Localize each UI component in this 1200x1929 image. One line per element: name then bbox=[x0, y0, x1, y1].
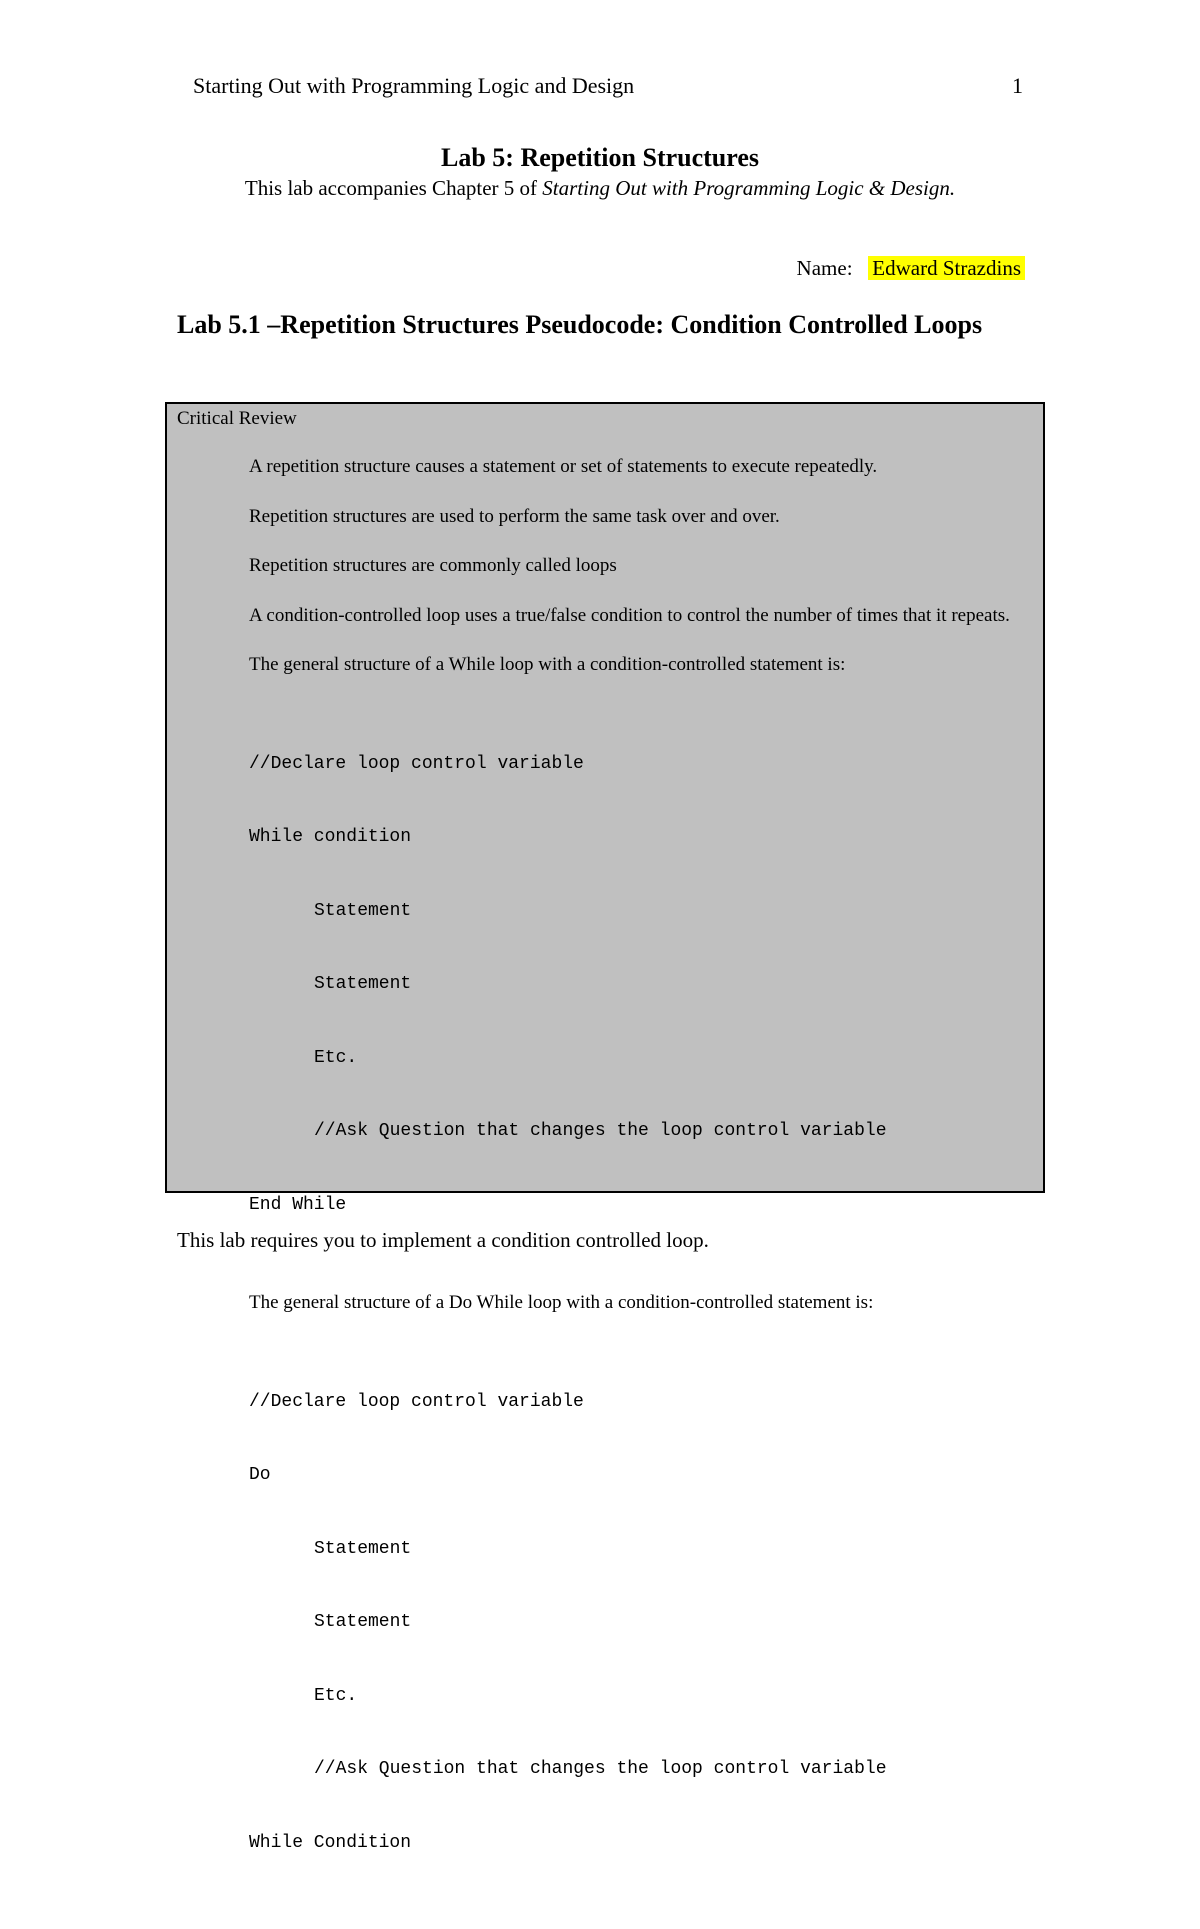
closing-text: This lab requires you to implement a condition controlled loop. bbox=[177, 1228, 709, 1252]
review-paragraph: Repetition structures are used to perform the same task over and over. bbox=[249, 505, 780, 527]
code-line: //Declare loop control variable bbox=[249, 1391, 584, 1412]
review-paragraph: A repetition structure causes a statement or set of statements to execute repeatedly. bbox=[249, 456, 878, 477]
review-paragraph: The general structure of a While loop with a condition-controlled statement is: bbox=[249, 654, 846, 675]
review-paragraph: Repetition structures are commonly called loops bbox=[249, 555, 617, 576]
code-line: //Ask Question that changes the loop control variable bbox=[314, 1121, 887, 1141]
review-paragraph: The general structure of a Do While loop with a condition-controlled statement is: bbox=[249, 1292, 874, 1313]
lab-subtitle bbox=[0, 174, 1200, 202]
do-while-loop-code-block bbox=[249, 1341, 1029, 1905]
code-line: While condition bbox=[249, 827, 412, 847]
code-line: Etc. bbox=[314, 1047, 358, 1068]
page-number: 1 bbox=[1012, 73, 1023, 98]
code-line: Statement bbox=[314, 974, 412, 994]
subtitle-text: This lab accompanies Chapter 5 of bbox=[244, 176, 543, 200]
book-title: Starting Out with Programming Logic & Design. bbox=[542, 176, 956, 200]
code-line: End While bbox=[249, 1194, 347, 1215]
critical-review-title: Critical Review bbox=[177, 408, 297, 429]
student-name-value: Edward Strazdins bbox=[868, 256, 1025, 280]
code-line: //Ask Question that changes the loop control variable bbox=[314, 1759, 887, 1779]
student-name-line bbox=[797, 254, 1025, 282]
code-line: While Condition bbox=[249, 1832, 412, 1853]
code-line: //Declare loop control variable bbox=[249, 753, 584, 774]
critical-review-body bbox=[249, 455, 1029, 1929]
review-paragraph: A condition-controlled loop uses a true/false condition to control the number of times that it repeats. bbox=[249, 604, 1010, 626]
while-loop-code-block bbox=[249, 703, 1029, 1267]
code-line: Do bbox=[249, 1465, 271, 1485]
code-line: Statement bbox=[314, 900, 412, 921]
code-line: Statement bbox=[314, 1612, 412, 1632]
running-header bbox=[193, 72, 1023, 100]
code-line: Statement bbox=[314, 1538, 412, 1559]
code-line: Etc. bbox=[314, 1685, 358, 1706]
lab-title: Lab 5: Repetition Structures bbox=[440, 143, 759, 172]
running-title: Starting Out with Programming Logic and Design bbox=[193, 73, 635, 98]
section-heading: Lab 5.1 –Repetition Structures Pseudocode: Condition Controlled Loops bbox=[177, 310, 983, 339]
name-label: Name: bbox=[796, 256, 864, 280]
